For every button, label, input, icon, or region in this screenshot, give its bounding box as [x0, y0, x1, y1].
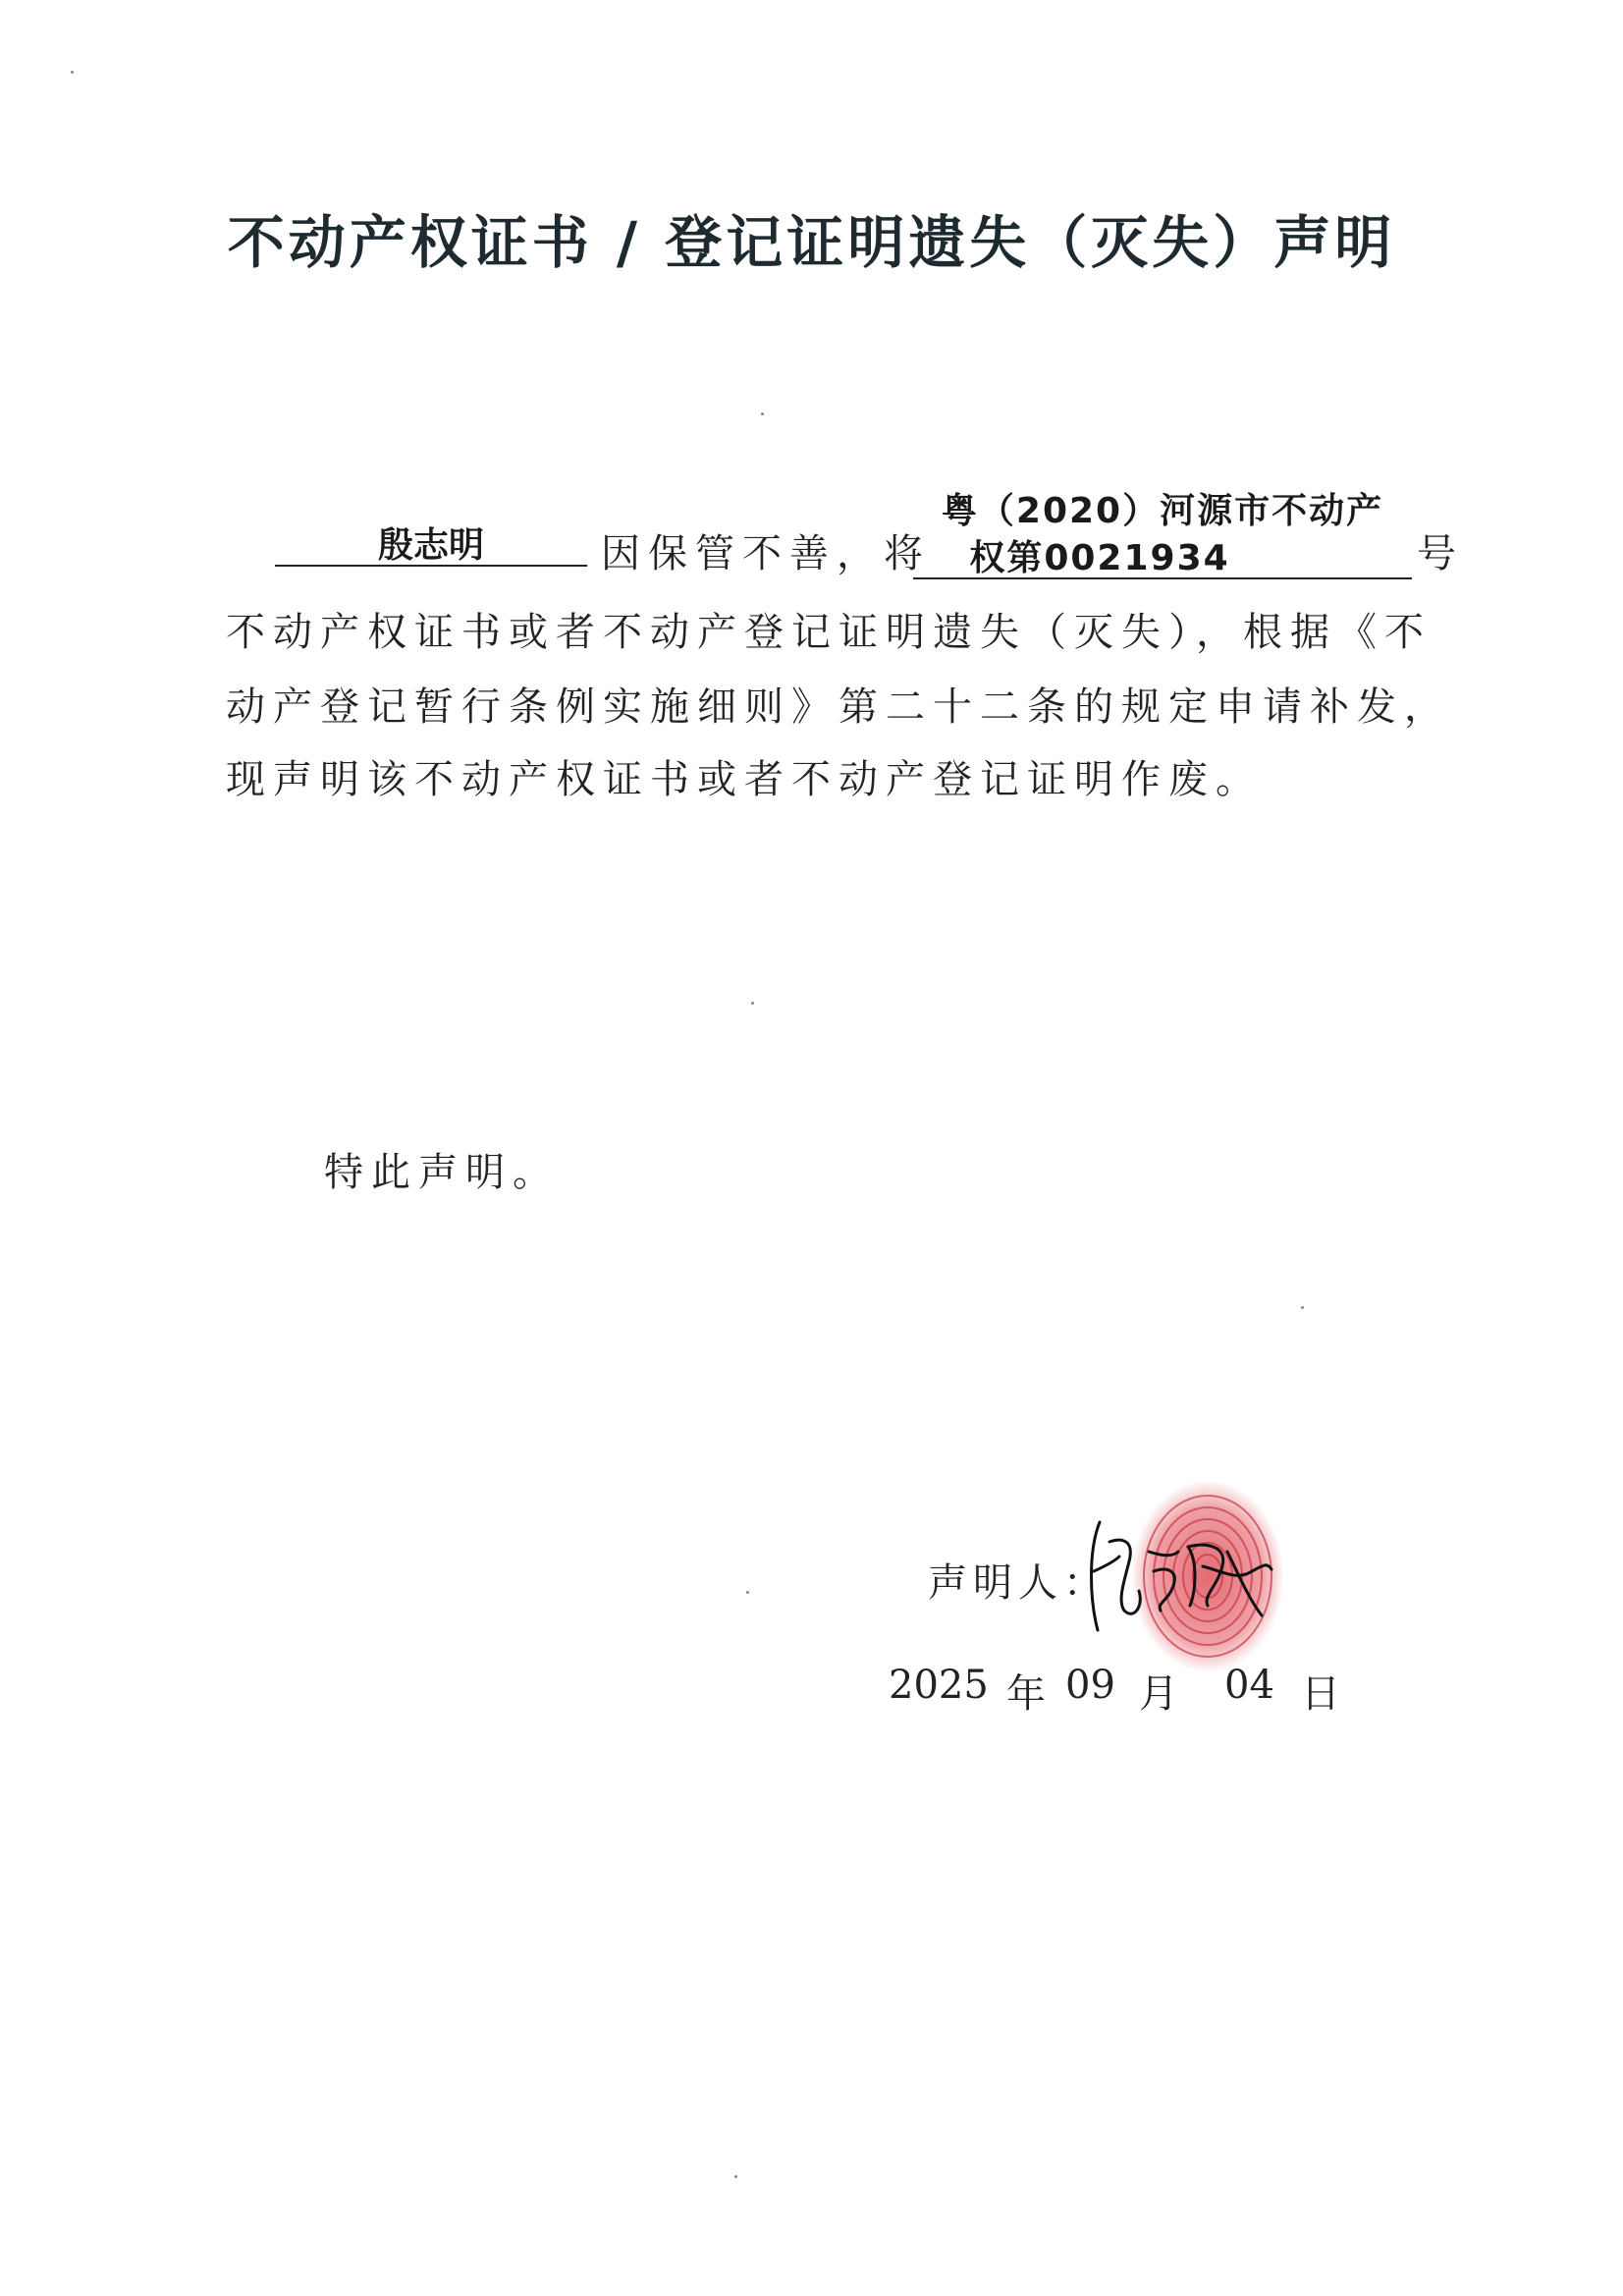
paragraph-line-2: 动产登记暂行条例实施细则》第二十二条的规定申请补发， — [226, 684, 1451, 730]
text-after-name: 因保管不善，将 — [601, 531, 931, 576]
date-day-unit: 日 — [1301, 1671, 1340, 1717]
date-year: 2025 — [889, 1663, 989, 1708]
paragraph-line-1: 不动产权证书或者不动产登记证明遗失（灭失），根据《不 — [226, 610, 1432, 655]
date-month: 09 — [1065, 1663, 1115, 1708]
closing-statement: 特此声明。 — [324, 1150, 560, 1195]
scan-speck — [746, 1591, 749, 1594]
certificate-number-line1: 粤（2020）河源市不动产 — [941, 491, 1384, 531]
date-day: 04 — [1224, 1663, 1274, 1708]
date-month-unit: 月 — [1139, 1671, 1178, 1717]
text-after-number: 号 — [1417, 531, 1464, 576]
declarant-name: 殷志明 — [377, 525, 484, 566]
scan-speck — [761, 412, 764, 415]
scan-speck — [1301, 1306, 1304, 1309]
document-title: 不动产权证书 / 登记证明遗失（灭失）声明 — [227, 209, 1396, 276]
scan-speck — [751, 1002, 754, 1005]
scan-speck — [734, 2175, 737, 2178]
paragraph-line-3: 现声明该不动产权证书或者不动产登记证明作废。 — [226, 757, 1263, 802]
handwritten-signature-icon — [1080, 1512, 1276, 1640]
scan-speck — [71, 71, 74, 74]
declarant-label: 声明人： — [928, 1560, 1109, 1606]
certificate-number-line2: 权第0021934 — [969, 538, 1230, 578]
date-year-unit: 年 — [1006, 1671, 1046, 1717]
